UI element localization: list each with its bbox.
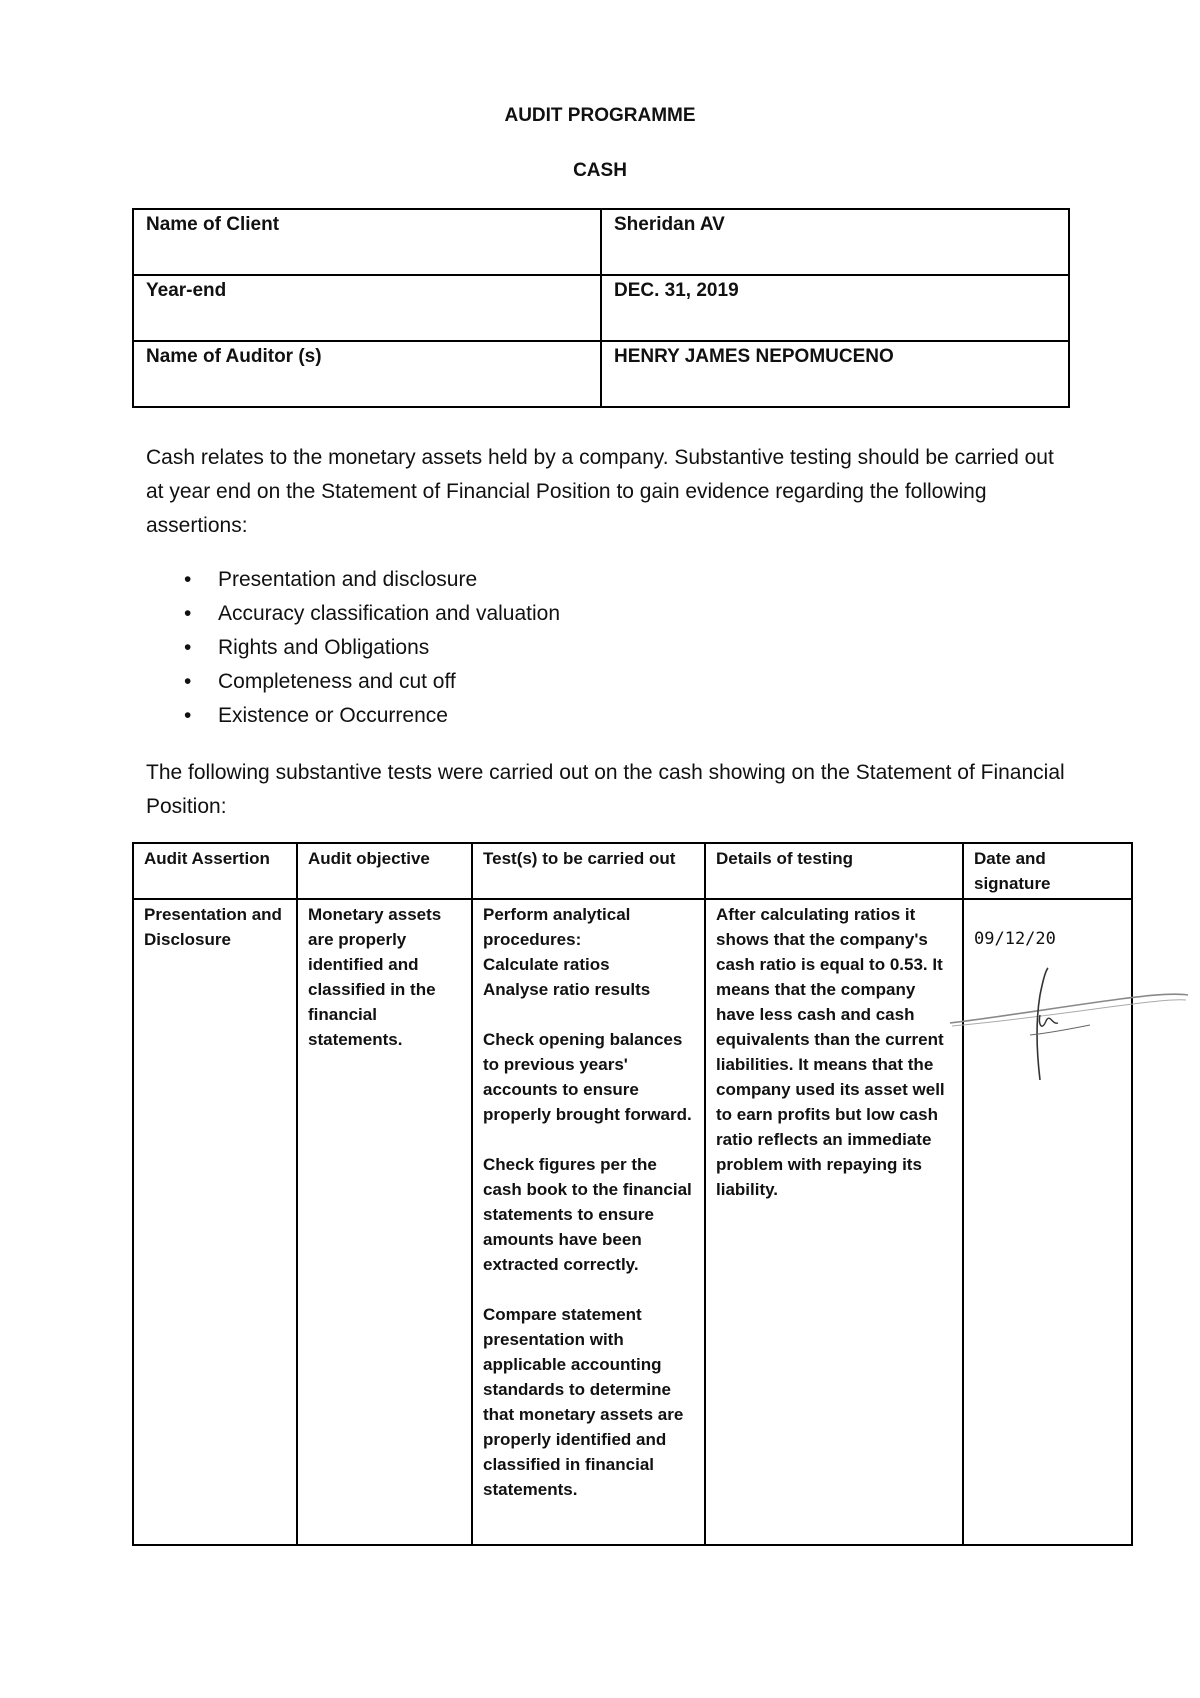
auditor-name-value: HENRY JAMES NEPOMUCENO [601, 341, 1069, 407]
column-header-tests: Test(s) to be carried out [472, 843, 705, 899]
client-name-label: Name of Client [133, 209, 601, 275]
list-item [146, 665, 560, 699]
column-header-date-signature: Date and signature [963, 843, 1132, 899]
list-item [146, 631, 560, 665]
list-item [146, 699, 560, 733]
document-title: AUDIT PROGRAMME [504, 105, 696, 126]
intro-paragraph: Cash relates to the monetary assets held by a company. Substantive testing should be carried out at year end on the Statement of Financial Position to gain evidence regarding the following assertions: [146, 446, 1054, 537]
year-end-label: Year-end [133, 275, 601, 341]
test-paragraph: Compare statement presentation with applicable accounting standards to determine that monetary assets are properly identified and classified in financial statements. [483, 1305, 684, 1499]
assertion-text: Presentation and disclosure [218, 568, 478, 591]
client-info-table [132, 208, 1070, 408]
details-cell: After calculating ratios it shows that the company's cash ratio is equal to 0.53. It means that the company have less cash and cash equivalents than the current liabilities. It means that the company used its asset well to earn profits but low cash ratio reflects an immediate problem with repaying its liability. [705, 899, 963, 1545]
table-header-row [133, 843, 1132, 899]
table-row [133, 275, 1069, 341]
objective-cell: Monetary assets are properly identified and classified in the financial statements. [297, 899, 472, 1545]
bullet-icon: • [184, 704, 192, 727]
assertion-cell: Presentation and Disclosure [133, 899, 297, 1545]
assertion-text: Rights and Obligations [218, 636, 430, 659]
assertion-text: Existence or Occurrence [218, 704, 448, 727]
bullet-icon: • [184, 670, 192, 693]
substantive-test-table [132, 842, 1133, 1546]
table-row [133, 341, 1069, 407]
assertion-text: Accuracy classification and valuation [218, 602, 561, 625]
bullet-icon: • [184, 568, 192, 591]
document-subtitle: CASH [573, 160, 627, 181]
test-paragraph: Check figures per the cash book to the financial statements to ensure amounts have been extracted correctly. [483, 1155, 692, 1274]
column-header-assertion: Audit Assertion [133, 843, 297, 899]
bullet-icon: • [184, 636, 192, 659]
column-header-objective: Audit objective [297, 843, 472, 899]
assertion-text: Completeness and cut off [218, 670, 456, 693]
bullet-icon: • [184, 602, 192, 625]
test-paragraph: Perform analytical procedures: Calculate ratios Analyse ratio results [483, 905, 651, 999]
assertion-list [146, 563, 560, 733]
handwritten-signature [940, 965, 1190, 1080]
list-item [146, 597, 560, 631]
date-value: 09/12/20 [974, 929, 1056, 949]
list-item [146, 563, 560, 597]
auditor-name-label: Name of Auditor (s) [133, 341, 601, 407]
test-paragraph: Check opening balances to previous years' accounts to ensure properly brought forward. [483, 1030, 692, 1124]
year-end-value: DEC. 31, 2019 [601, 275, 1069, 341]
tests-intro-paragraph: The following substantive tests were carried out on the cash showing on the Statement of Financial Position: [146, 761, 1065, 818]
tests-cell [472, 899, 705, 1545]
column-header-details: Details of testing [705, 843, 963, 899]
client-name-value: Sheridan AV [601, 209, 1069, 275]
table-row [133, 209, 1069, 275]
